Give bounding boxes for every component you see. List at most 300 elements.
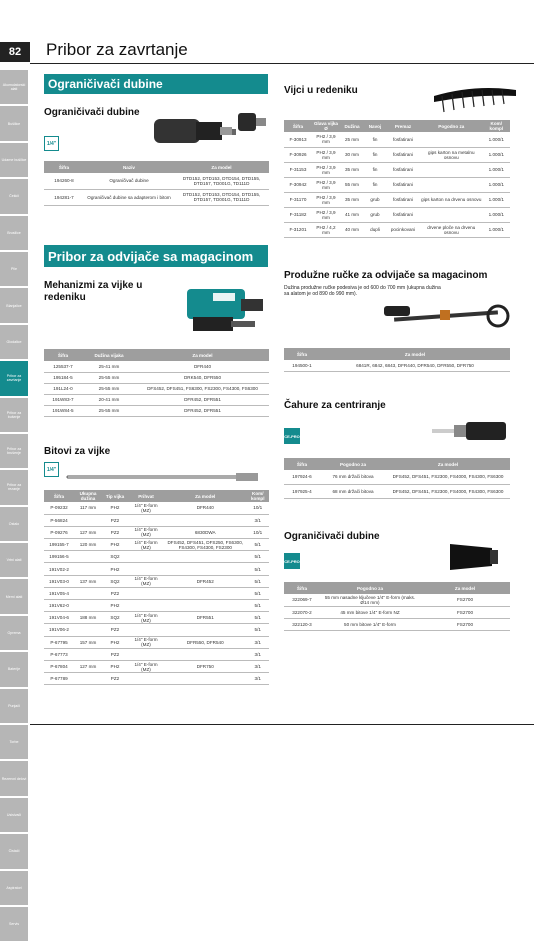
table-header-row xyxy=(284,582,510,594)
table-cell: PH2 xyxy=(102,539,128,551)
sidebar-tab[interactable] xyxy=(0,361,28,395)
table-row xyxy=(44,405,269,416)
sidebar-tab[interactable] xyxy=(0,288,28,322)
table-cell: 3/1 xyxy=(247,514,270,526)
table-cell: 5/1 xyxy=(247,600,270,612)
sidebar-tab-label: Glodalice xyxy=(6,339,22,344)
table-cell: fin xyxy=(364,132,386,147)
table-row xyxy=(284,192,510,207)
table-cell: PH2 xyxy=(102,600,128,612)
table-cell: PZ2 xyxy=(102,673,128,685)
table-cell: SQ2 xyxy=(102,551,128,563)
table-cell: 25-41 mm xyxy=(82,361,136,372)
column-header: Za model xyxy=(320,348,510,360)
table-cell: FS2700 xyxy=(420,594,510,606)
table-header-row xyxy=(44,161,269,173)
table-row xyxy=(44,372,269,383)
column-header: Pogodno za xyxy=(320,582,420,594)
table-cell: 194260-8 xyxy=(44,173,84,189)
table-row xyxy=(284,606,510,618)
sidebar-tab-label: Aspiratori xyxy=(6,885,22,890)
table-cell: fosfatirani xyxy=(386,162,420,177)
table-cell: 322069-7 xyxy=(284,594,320,606)
collated-screws-image xyxy=(430,80,520,116)
table-cell: 1.000/1 xyxy=(483,162,510,177)
column-header: Za model xyxy=(386,458,510,470)
table-row xyxy=(44,660,269,672)
table-row xyxy=(284,470,510,484)
table-cell: PH2 / 3,9 mm xyxy=(312,192,340,207)
table-cell: 55 mm xyxy=(340,177,364,192)
table-cell xyxy=(128,648,164,660)
sidebar-tab[interactable] xyxy=(0,579,28,613)
sidebar-tab[interactable] xyxy=(0,761,28,795)
table-cell: 10/1 xyxy=(247,526,270,538)
ce-pro-badge: CE-PRO xyxy=(284,428,300,444)
table-cell: PH2 xyxy=(102,660,128,672)
depth-stops-table xyxy=(44,161,269,206)
table-cell: DTD152, DTD153, DTD154, DTD155, DTD157, TD001G, TD111D xyxy=(174,189,269,205)
table-cell: P-67773 xyxy=(44,648,74,660)
column-header: Ukupna dužina xyxy=(74,490,102,502)
depth-stop-nozzle-image xyxy=(446,540,504,574)
table-cell: 1.000/1 xyxy=(483,207,510,222)
table-cell: P-09276 xyxy=(44,526,74,538)
table-cell: P-67804 xyxy=(44,660,74,672)
table-cell: DFR452 xyxy=(164,575,247,587)
table-cell: Ograničivač dubine xyxy=(84,173,174,189)
ce-pro-badge: CE-PRO xyxy=(284,553,300,569)
table-cell: 127 mm xyxy=(74,660,102,672)
table-cell: 191V02-2 xyxy=(44,563,74,575)
table-cell xyxy=(164,648,247,660)
table-row xyxy=(44,624,269,636)
table-cell: 191W83-7 xyxy=(44,394,82,405)
sidebar-tab[interactable] xyxy=(0,907,28,941)
table-cell: FS2700 xyxy=(420,618,510,630)
column-header: Glava vijka Ø xyxy=(313,121,338,131)
table-cell: 120 mm xyxy=(74,539,102,551)
extension-handle-description: Dužina produžne ručke podesiva je od 600 do 700 mm (ukupna dužina sa alatom je od 890 do 990 mm). xyxy=(284,285,441,297)
sidebar-tab[interactable] xyxy=(0,470,28,504)
column-header: Prihvat xyxy=(128,490,164,502)
table-cell: PH2 / 3,9 mm xyxy=(312,162,340,177)
table-cell: drvene ploče na drvenu osnovu xyxy=(420,222,483,237)
sidebar-tab-label: Udarne bušilice xyxy=(1,157,27,162)
table-header-row xyxy=(284,120,510,132)
table-cell: 127 mm xyxy=(74,526,102,538)
sidebar-tab-label: Rezervni delovi xyxy=(1,776,27,781)
collated-screws-table xyxy=(284,120,510,238)
table-cell: fin xyxy=(364,147,386,162)
table-cell: Ograničivač dubine sa adapterom i bitom xyxy=(84,189,174,205)
table-cell: 10/1 xyxy=(247,502,270,514)
table-cell: PZ2 xyxy=(102,624,128,636)
table-cell: fin xyxy=(364,177,386,192)
table-cell: 45 mm bitove 1/4" E-form NZ xyxy=(320,606,420,618)
table-cell: PZ2 xyxy=(102,514,128,526)
table-cell: 194500-1 xyxy=(284,360,320,371)
sidebar-tab[interactable] xyxy=(0,106,28,140)
sidebar-tab[interactable] xyxy=(0,434,28,468)
table-cell xyxy=(164,587,247,599)
bits-table xyxy=(44,490,269,685)
table-row xyxy=(44,673,269,685)
quarter-inch-badge: 1/4" xyxy=(44,462,59,477)
table-cell xyxy=(74,648,102,660)
table-cell: fosfatirani xyxy=(386,177,420,192)
section-subtitle-depth-stops: Ograničivači dubine xyxy=(44,107,140,118)
table-cell: 5/1 xyxy=(247,563,270,575)
section-subtitle-depth-stops-2: Ograničivači dubine xyxy=(284,531,380,542)
table-row xyxy=(44,526,269,538)
table-cell: P-56824 xyxy=(44,514,74,526)
table-header-row xyxy=(284,348,510,360)
table-cell: fin xyxy=(364,162,386,177)
category-sidebar xyxy=(0,70,28,943)
sidebar-tab[interactable] xyxy=(0,507,28,541)
table-cell: P-67795 xyxy=(44,636,74,648)
column-header: Kom/ kompl xyxy=(483,120,510,132)
table-cell: PH2 xyxy=(102,636,128,648)
table-row xyxy=(44,383,269,394)
table-cell: 5/1 xyxy=(247,551,270,563)
mechanisms-table xyxy=(44,349,269,417)
table-cell xyxy=(420,177,483,192)
section-subtitle-mechanisms: Mehanizmi za vijke u redeniku xyxy=(44,280,143,303)
table-cell: SQ2 xyxy=(102,612,128,624)
table-cell xyxy=(128,600,164,612)
table-cell xyxy=(74,600,102,612)
column-header: Šifra xyxy=(44,161,84,173)
sidebar-tab[interactable] xyxy=(0,252,28,286)
sidebar-tab[interactable] xyxy=(0,725,28,759)
table-cell: 3/1 xyxy=(247,673,270,685)
table-cell: 55 mm nasadne ključeve 1/4" E-form (maks. Ø14 mm) xyxy=(320,594,420,606)
column-header: Šifra xyxy=(44,490,74,502)
column-header: Šifra xyxy=(284,120,312,132)
column-header: Dužina vijaka xyxy=(82,349,136,361)
sidebar-tab-label: Vrtni alati xyxy=(6,558,22,563)
table-cell xyxy=(164,624,247,636)
sidebar-tab-label: Pile xyxy=(11,267,17,272)
section-banner-magazine: Pribor za odvijače sa magacinom xyxy=(44,245,268,267)
table-row xyxy=(284,207,510,222)
sidebar-tab[interactable] xyxy=(0,143,28,177)
column-header: Premaz xyxy=(386,120,420,132)
table-row xyxy=(284,618,510,630)
table-header-row xyxy=(44,349,269,361)
sidebar-tab-label: Pribor za brušenje xyxy=(6,447,22,456)
table-cell: 1.000/1 xyxy=(483,222,510,237)
sidebar-tab-label: Servis xyxy=(9,922,19,927)
table-cell: fosfatirani xyxy=(386,192,420,207)
sidebar-tab[interactable] xyxy=(0,543,28,577)
sidebar-tab-label: Brusilice xyxy=(7,230,21,235)
table-cell xyxy=(420,132,483,147)
table-cell: dupli xyxy=(364,222,386,237)
table-cell: fosfatirani xyxy=(386,147,420,162)
table-cell xyxy=(164,673,247,685)
table-cell: 117 mm xyxy=(74,502,102,514)
table-row xyxy=(44,539,269,551)
sidebar-tab[interactable] xyxy=(0,216,28,250)
table-cell: 20-41 mm xyxy=(82,394,136,405)
sidebar-tab-label: Bušilice xyxy=(7,121,21,126)
column-header: Šifra xyxy=(284,348,320,360)
table-cell: F-30926 xyxy=(284,147,312,162)
sidebar-tab-label: Merni alati xyxy=(5,594,23,599)
table-cell: 5/1 xyxy=(247,587,270,599)
table-cell: F-30913 xyxy=(284,132,312,147)
table-cell xyxy=(74,587,102,599)
column-header: Šifra xyxy=(284,582,320,594)
table-cell: 191V62-0 xyxy=(44,600,74,612)
table-row xyxy=(44,173,269,189)
table-cell: 191V04-6 xyxy=(44,612,74,624)
table-row xyxy=(284,594,510,606)
sidebar-tab-label: Pribor za rezanje xyxy=(6,483,22,492)
sidebar-tab-label: Čekići xyxy=(9,194,19,199)
table-cell: 1/4" E-form (MZ) xyxy=(128,612,164,624)
table-row xyxy=(44,361,269,372)
table-cell: DFS452, DFS451, DFS250, FS6300, FS4300, FS4300, FS2300 xyxy=(164,539,247,551)
table-row xyxy=(44,551,269,563)
table-cell: 1/4" E-form (MZ) xyxy=(128,660,164,672)
sidebar-tab[interactable] xyxy=(0,652,28,686)
sidebar-tab-label: Ostalo xyxy=(8,521,20,526)
table-row xyxy=(284,147,510,162)
table-cell: 40 mm xyxy=(340,222,364,237)
column-header: Kom/ kompl xyxy=(247,490,270,502)
table-cell: 157 mm xyxy=(74,636,102,648)
table-cell: 1/4" E-form (MZ) xyxy=(128,502,164,514)
table-cell: SQ2 xyxy=(102,575,128,587)
table-cell: 191V05-4 xyxy=(44,587,74,599)
sidebar-tab-label: Baterije xyxy=(7,667,21,672)
table-cell: 322070-2 xyxy=(284,606,320,618)
table-cell: 1.000/1 xyxy=(483,132,510,147)
table-cell: 199155-7 xyxy=(44,539,74,551)
table-row xyxy=(44,612,269,624)
table-cell: DFR440 xyxy=(136,361,269,372)
table-cell xyxy=(420,162,483,177)
table-cell: DFR440 xyxy=(164,502,247,514)
table-cell: 35 mm xyxy=(340,192,364,207)
table-cell: 5/1 xyxy=(247,539,270,551)
table-row xyxy=(284,222,510,237)
table-cell: 1.000/1 xyxy=(483,147,510,162)
table-cell: 25-55 mm xyxy=(82,383,136,394)
table-cell: 41 mm xyxy=(340,207,364,222)
table-header-row xyxy=(284,458,510,470)
column-header: Pogodno za xyxy=(420,120,483,132)
table-cell: DFR750 xyxy=(164,660,247,672)
table-cell: 1/4" E-form (MZ) xyxy=(128,526,164,538)
table-cell: 191W84-5 xyxy=(44,405,82,416)
table-cell: DFS452, DFS451, FS2300, FS4000, FS4300, FS6300 xyxy=(386,470,510,484)
column-header: Za model xyxy=(164,490,247,502)
table-cell: 5/1 xyxy=(247,575,270,587)
table-row xyxy=(284,132,510,147)
table-cell: 5/1 xyxy=(247,612,270,624)
table-cell: DFS452, DFS451, FS6300, FS2300, FS4300, FS6300 xyxy=(136,383,269,394)
table-cell: 1/4" E-form (MZ) xyxy=(128,575,164,587)
table-cell: PH2 / 4,2 mm xyxy=(312,222,340,237)
table-cell: 5/1 xyxy=(247,624,270,636)
section-subtitle-extension-handles: Produžne ručke za odvijače sa magacinom xyxy=(284,270,488,281)
column-header: Za model xyxy=(420,582,510,594)
table-row xyxy=(44,587,269,599)
table-cell xyxy=(164,563,247,575)
sidebar-tab[interactable] xyxy=(0,689,28,723)
table-cell: P-09232 xyxy=(44,502,74,514)
table-cell: P-67789 xyxy=(44,673,74,685)
table-cell: PZ2 xyxy=(102,587,128,599)
sidebar-tab-label: Blanjalice xyxy=(6,303,22,308)
table-cell xyxy=(74,563,102,575)
table-cell: 125537-7 xyxy=(44,361,82,372)
sidebar-tab[interactable] xyxy=(0,871,28,905)
sidebar-tab-label: Usisivači xyxy=(6,813,22,817)
table-row xyxy=(44,600,269,612)
table-row xyxy=(44,514,269,526)
table-cell: 1/4" E-form (MZ) xyxy=(128,636,164,648)
table-cell: 76 mm držači bitova xyxy=(320,470,386,484)
table-cell: 1.000/1 xyxy=(483,177,510,192)
page-number: 82 xyxy=(0,42,30,62)
table-cell: PH2 xyxy=(102,502,128,514)
table-cell: DFS452, DFS451, FS2300, FS4000, FS4300, FS6300 xyxy=(386,484,510,498)
table-cell xyxy=(128,673,164,685)
sidebar-tab[interactable] xyxy=(0,325,28,359)
table-row xyxy=(44,575,269,587)
table-cell: PH2 / 3,9 mm xyxy=(312,147,340,162)
sidebar-tab-label: Čistači xyxy=(8,849,20,854)
table-cell xyxy=(164,600,247,612)
table-cell: gips karton na drvenu osnovu xyxy=(420,192,483,207)
column-header: Šifra xyxy=(284,458,320,470)
sidebar-tab-label: Oprema xyxy=(7,631,21,636)
column-header: Pogodno za xyxy=(320,458,386,470)
section-subtitle-collated-screws: Vijci u redeniku xyxy=(284,85,358,96)
table-cell xyxy=(74,624,102,636)
table-cell: 195184-5 xyxy=(44,372,82,383)
table-cell: 25-55 mm xyxy=(82,405,136,416)
table-cell: PH2 / 3,9 mm xyxy=(312,132,340,147)
table-cell: 50 mm bitove 1/4" E-form xyxy=(320,618,420,630)
table-cell: pocinkovani xyxy=(386,222,420,237)
table-cell: DTD152, DTD153, DTD154, DTD155, DTD157, TD001G, TD111D xyxy=(174,173,269,189)
table-cell: 199156-5 xyxy=(44,551,74,563)
sidebar-tab[interactable] xyxy=(0,834,28,868)
sidebar-tab[interactable] xyxy=(0,398,28,432)
table-cell: 6830DWA xyxy=(164,526,247,538)
table-cell: DFR551 xyxy=(164,612,247,624)
table-cell: DRK540, DFR550 xyxy=(136,372,269,383)
table-cell: fosfatirani xyxy=(386,207,420,222)
table-cell: 188 mm xyxy=(74,612,102,624)
page-title: Pribor za zavrtanje xyxy=(46,40,188,59)
table-cell: PH2 / 3,9 mm xyxy=(312,177,340,192)
table-cell: fosfatirani xyxy=(386,132,420,147)
table-cell: DFR452, DFR551 xyxy=(136,405,269,416)
sidebar-tab-label: Akumulatorski alati xyxy=(2,83,26,92)
table-cell xyxy=(420,207,483,222)
table-cell xyxy=(128,551,164,563)
section-banner-depth-stops: Ograničivači dubine xyxy=(44,74,268,94)
table-cell: DFR452, DFR551 xyxy=(136,394,269,405)
column-header: Za model xyxy=(174,161,269,173)
table-row xyxy=(44,189,269,205)
table-cell: 3/1 xyxy=(247,660,270,672)
table-cell: 35 mm xyxy=(340,162,364,177)
sidebar-tab[interactable] xyxy=(0,798,28,832)
table-cell: PH2 xyxy=(102,563,128,575)
footer-rule xyxy=(30,724,534,725)
sidebar-tab-label: Pribor za bušenje xyxy=(6,410,22,419)
column-header: Šifra xyxy=(44,349,82,361)
sidebar-tab[interactable] xyxy=(0,179,28,213)
table-row xyxy=(284,360,510,371)
table-cell: 1/4" E-form (MZ) xyxy=(128,539,164,551)
table-row xyxy=(44,563,269,575)
column-header: Tip vijka xyxy=(102,490,128,502)
table-cell xyxy=(164,551,247,563)
table-cell xyxy=(74,514,102,526)
table-cell: F-31182 xyxy=(284,207,312,222)
depth-stops-2-table xyxy=(284,582,510,631)
table-cell: F-30942 xyxy=(284,177,312,192)
extension-handle-image xyxy=(380,296,514,340)
table-cell: 68 mm držači bitova xyxy=(320,484,386,498)
section-subtitle-centering-sleeves: Čahure za centriranje xyxy=(284,400,386,411)
column-header: Navoj xyxy=(364,120,386,132)
table-cell: F-31153 xyxy=(284,162,312,177)
extension-handles-table xyxy=(284,348,510,372)
table-cell: 322120-3 xyxy=(284,618,320,630)
table-row xyxy=(44,636,269,648)
table-cell: 3/1 xyxy=(247,648,270,660)
table-cell: grub xyxy=(364,207,386,222)
table-cell: 191L24-0 xyxy=(44,383,82,394)
section-subtitle-bits: Bitovi za vijke xyxy=(44,446,111,457)
table-cell: 1.000/1 xyxy=(483,192,510,207)
table-cell: 191V06-2 xyxy=(44,624,74,636)
sidebar-tab-label: Torbe xyxy=(9,740,19,745)
table-row xyxy=(44,502,269,514)
table-cell: 197924-6 xyxy=(284,470,320,484)
table-cell: PZ2 xyxy=(102,648,128,660)
table-cell xyxy=(128,563,164,575)
table-cell: 6841R, 6842, 6843, DFR440, DFR540, DFR550, DFR750 xyxy=(320,360,510,371)
table-cell: gips karton na metalnu osnovu xyxy=(420,147,483,162)
sidebar-tab[interactable] xyxy=(0,616,28,650)
table-cell: 191V03-0 xyxy=(44,575,74,587)
table-cell: FS2700 xyxy=(420,606,510,618)
table-cell: 30 mm xyxy=(340,147,364,162)
sidebar-tab[interactable] xyxy=(0,70,28,104)
table-cell xyxy=(128,624,164,636)
centering-sleeve-image xyxy=(428,418,514,444)
table-row xyxy=(284,177,510,192)
table-cell: 25-55 mm xyxy=(82,372,136,383)
table-cell: F-31201 xyxy=(284,222,312,237)
sidebar-tab-label: Pribor za zavrtanje xyxy=(6,374,22,383)
table-cell xyxy=(164,514,247,526)
table-row xyxy=(44,648,269,660)
column-header: Za model xyxy=(136,349,269,361)
